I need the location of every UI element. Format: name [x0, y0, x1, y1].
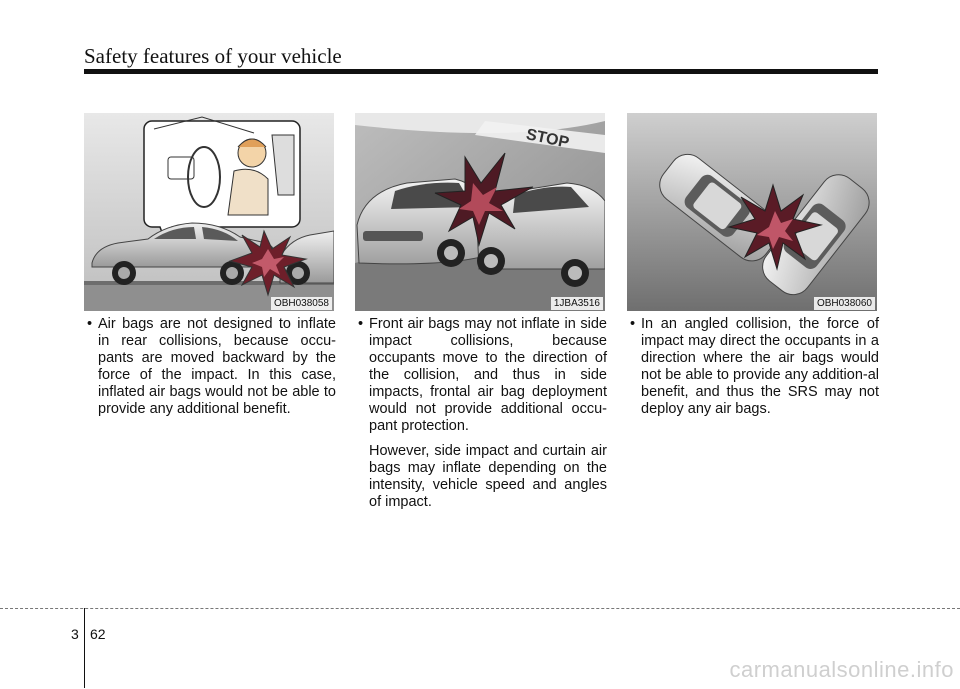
- header-rule: [84, 69, 878, 74]
- rear-collision-illustration: [84, 113, 334, 311]
- figure-rear-collision: [84, 113, 334, 311]
- figure-code: OBH038060: [814, 297, 875, 310]
- figure-angled-collision: [627, 113, 877, 311]
- page-title: Safety features of your vehicle: [84, 44, 342, 68]
- road-stop-text: STOP: [524, 126, 571, 152]
- footer-divider: [84, 608, 85, 688]
- figure-code: 1JBA3516: [551, 297, 603, 310]
- watermark: carmanualsonline.info: [729, 657, 954, 682]
- bullet-text: • Air bags are not designed to inflate in rear collisions, because occu-pants are moved backward by the force of the impact. In this case, inflated air bags would not be able to provide any additional benefit.: [84, 316, 336, 418]
- figure-side-collision: [355, 113, 605, 311]
- continuation-text: However, side impact and curtain air bags may inflate depending on the intensity, vehicle speed and angles of impact.: [369, 443, 607, 510]
- text-column-2: [355, 316, 607, 511]
- text-column-1: [84, 316, 336, 418]
- angled-collision-illustration: [627, 113, 877, 311]
- bullet-text: • In an angled collision, the force of impact may direct the occupants in a direction where the air bags would not be able to provide any addition-al benefit, and thus the SRS may not deploy any air bags.: [627, 316, 879, 418]
- chapter-number: 3: [71, 626, 79, 642]
- bullet-text: • Front air bags may not inflate in side impact collisions, because occupants move to the direction of the collision, and thus in side impacts, frontal air bag deployment would not provide additional occu-pant protection.: [355, 316, 607, 435]
- page-number: 62: [90, 626, 106, 642]
- text-column-3: [627, 316, 879, 418]
- footer-rule: [0, 608, 960, 609]
- side-collision-illustration: [355, 113, 605, 311]
- figure-code: OBH038058: [271, 297, 332, 310]
